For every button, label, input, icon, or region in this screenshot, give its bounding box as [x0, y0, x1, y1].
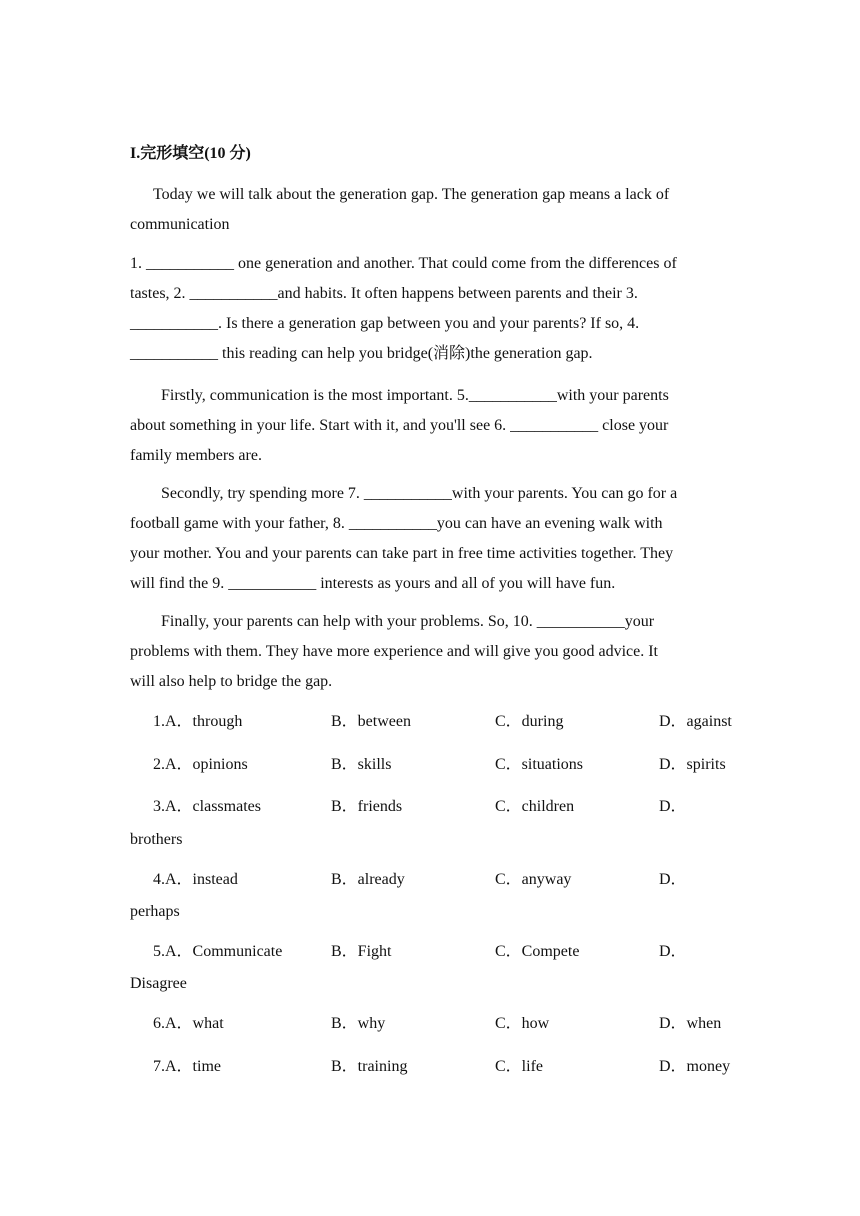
option-d: D．spirits	[659, 756, 726, 773]
option-row	[130, 795, 750, 819]
passage-line: communication	[130, 216, 230, 233]
option-a: 6.A．what	[153, 1015, 224, 1032]
option-b: B．skills	[331, 756, 392, 773]
passage-body	[130, 249, 730, 369]
option-a: 4.A．instead	[153, 871, 238, 888]
option-c: C．life	[495, 1058, 543, 1075]
option-c: C．Compete	[495, 943, 580, 960]
option-d: D．against	[659, 713, 732, 730]
option-c: C．anyway	[495, 871, 572, 888]
option-a: 5.A．Communicate	[153, 943, 283, 960]
section-heading: I.完形填空(10 分)	[130, 145, 251, 162]
passage-line: tastes, 2. ___________and habits. It often happens between parents and their 3.	[130, 285, 638, 302]
passage-line: problems with them. They have more experience and will give you good advice. It	[130, 643, 658, 660]
passage-line: your mother. You and your parents can take part in free time activities together. They	[130, 545, 674, 562]
option-c: C．situations	[495, 756, 584, 773]
option-b: B．already	[331, 871, 405, 888]
option-d-wrap: brothers	[130, 831, 183, 848]
document-page	[130, 0, 730, 1216]
option-a: 7.A．time	[153, 1058, 221, 1075]
option-d-wrap: perhaps	[130, 903, 180, 920]
option-d: D．	[659, 798, 687, 815]
option-c: C．children	[495, 798, 575, 815]
option-row	[130, 1055, 750, 1079]
option-row	[130, 1012, 750, 1036]
option-row	[130, 710, 750, 734]
passage-line: Secondly, try spending more 7. ___________with your parents. You can go for a	[161, 485, 678, 502]
option-b: B．friends	[331, 798, 403, 815]
passage-line: football game with your father, 8. ___________you can have an evening walk with	[130, 515, 663, 532]
passage-paragraph-firstly	[130, 381, 730, 471]
passage-line: family members are.	[130, 447, 262, 464]
option-row	[130, 868, 750, 892]
option-row	[130, 940, 750, 964]
passage-line: 1. ___________ one generation and another. That could come from the differences of	[130, 255, 677, 272]
passage-line: Firstly, communication is the most important. 5.___________with your parents	[161, 387, 669, 404]
option-c: C．how	[495, 1015, 550, 1032]
option-b: B．why	[331, 1015, 386, 1032]
option-d: D．	[659, 943, 687, 960]
option-d-wrap: Disagree	[130, 975, 187, 992]
option-b: B．Fight	[331, 943, 392, 960]
passage-intro	[130, 180, 730, 240]
option-a: 1.A．through	[153, 713, 243, 730]
passage-line: will find the 9. ___________ interests as yours and all of you will have fun.	[130, 575, 616, 592]
passage-line: Finally, your parents can help with your problems. So, 10. ___________your	[161, 613, 655, 630]
passage-line: about something in your life. Start with it, and you'll see 6. ___________ close your	[130, 417, 669, 434]
option-d: D．when	[659, 1015, 722, 1032]
option-a: 2.A．opinions	[153, 756, 248, 773]
passage-line: Today we will talk about the generation gap. The generation gap means a lack of	[153, 186, 670, 203]
option-row	[130, 753, 750, 777]
option-b: B．training	[331, 1058, 408, 1075]
passage-line: will also help to bridge the gap.	[130, 673, 333, 690]
passage-line: ___________. Is there a generation gap between you and your parents? If so, 4.	[130, 315, 640, 332]
passage-paragraph-secondly	[130, 479, 730, 599]
passage-line: ___________ this reading can help you bridge(消除)the generation gap.	[130, 345, 593, 362]
option-b: B．between	[331, 713, 411, 730]
passage-paragraph-finally	[130, 607, 730, 697]
option-a: 3.A．classmates	[153, 798, 261, 815]
option-d: D．money	[659, 1058, 731, 1075]
option-d: D．	[659, 871, 687, 888]
option-c: C．during	[495, 713, 564, 730]
